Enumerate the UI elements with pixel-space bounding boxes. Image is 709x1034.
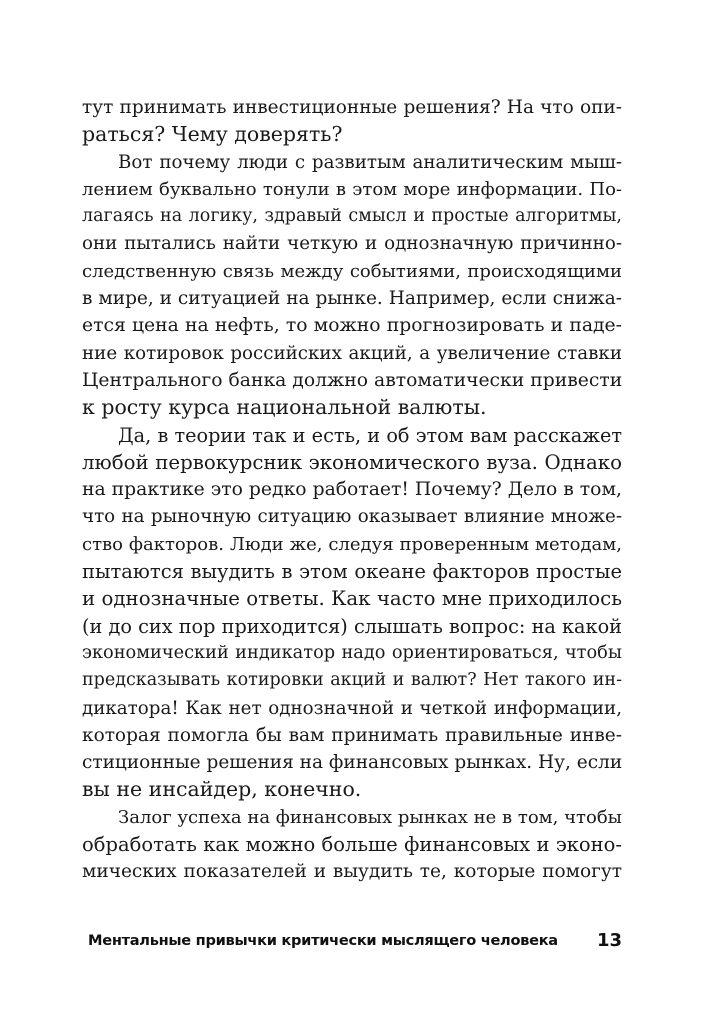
text-line: лагаясь на логику, здравый смысл и простые алгоритмы, bbox=[82, 206, 622, 227]
text-line: в мире, и ситуацией на рынке. Например, если снижа- bbox=[82, 288, 622, 310]
running-title: Ментальные привычки критически мыслящего человека bbox=[88, 932, 558, 949]
page-number: 13 bbox=[596, 930, 622, 951]
text-line: любой первокурсник экономического вуза. Однако bbox=[82, 450, 622, 474]
text-line: Центрального банка должно автоматически привести bbox=[82, 369, 623, 391]
text-line: что на рыночную ситуацию оказывает влияние множе- bbox=[82, 506, 622, 528]
page-footer bbox=[88, 930, 622, 954]
text-line: мических показателей и выудить те, которые помогут bbox=[82, 861, 622, 883]
text-line: стиционные решения на финансовых рынках. Ну, если bbox=[82, 752, 623, 774]
text-line: предсказывать котировки акций и валют? Нет такого ин- bbox=[82, 670, 622, 691]
text-line: тут принимать инвестиционные решения? На что опи- bbox=[82, 97, 622, 118]
text-line: Залог успеха на финансовых рынках не в том, чтобы bbox=[118, 806, 622, 828]
text-line: на практике это редко работает! Почему? Дело в том, bbox=[82, 479, 622, 501]
text-line: которая помогла бы вам принимать правильные инве- bbox=[82, 724, 622, 746]
text-line: (и до сих пор приходится) слышать вопрос: на какой bbox=[82, 614, 622, 638]
text-line: раться? Чему доверять? bbox=[82, 122, 343, 147]
text-line: пытаются выудить в этом океане факторов простые bbox=[82, 560, 622, 584]
text-line: ется цена на нефть, то можно прогнозировать и паде- bbox=[82, 315, 622, 337]
text-line: вы не инсайдер, конечно. bbox=[82, 777, 362, 802]
text-line: Вот почему люди с развитым аналитическим мыш- bbox=[118, 151, 622, 173]
text-line: следственную связь между событиями, происходящими bbox=[82, 260, 622, 282]
body-text bbox=[82, 94, 622, 886]
text-line: они пытались найти четкую и однозначную причинно- bbox=[82, 233, 622, 255]
text-line: экономический индикатор надо ориентироваться, чтобы bbox=[82, 642, 622, 663]
text-line: ство факторов. Люди же, следуя проверенным методам, bbox=[82, 533, 622, 555]
text-line: Да, в теории так и есть, и об этом вам расскажет bbox=[118, 423, 622, 447]
text-line: и однозначные ответы. Как часто мне приходилось bbox=[82, 587, 622, 611]
text-line: обработать как можно больше финансовых и эконо- bbox=[82, 833, 622, 857]
text-line: дикатора! Как нет однозначной и четкой информации, bbox=[82, 697, 622, 719]
text-line: лением буквально тонули в этом море информации. По- bbox=[82, 178, 622, 200]
text-line: к росту курса национальной валюты. bbox=[82, 395, 487, 420]
text-line: ние котировок российских акций, а увеличение ставки bbox=[82, 342, 622, 364]
